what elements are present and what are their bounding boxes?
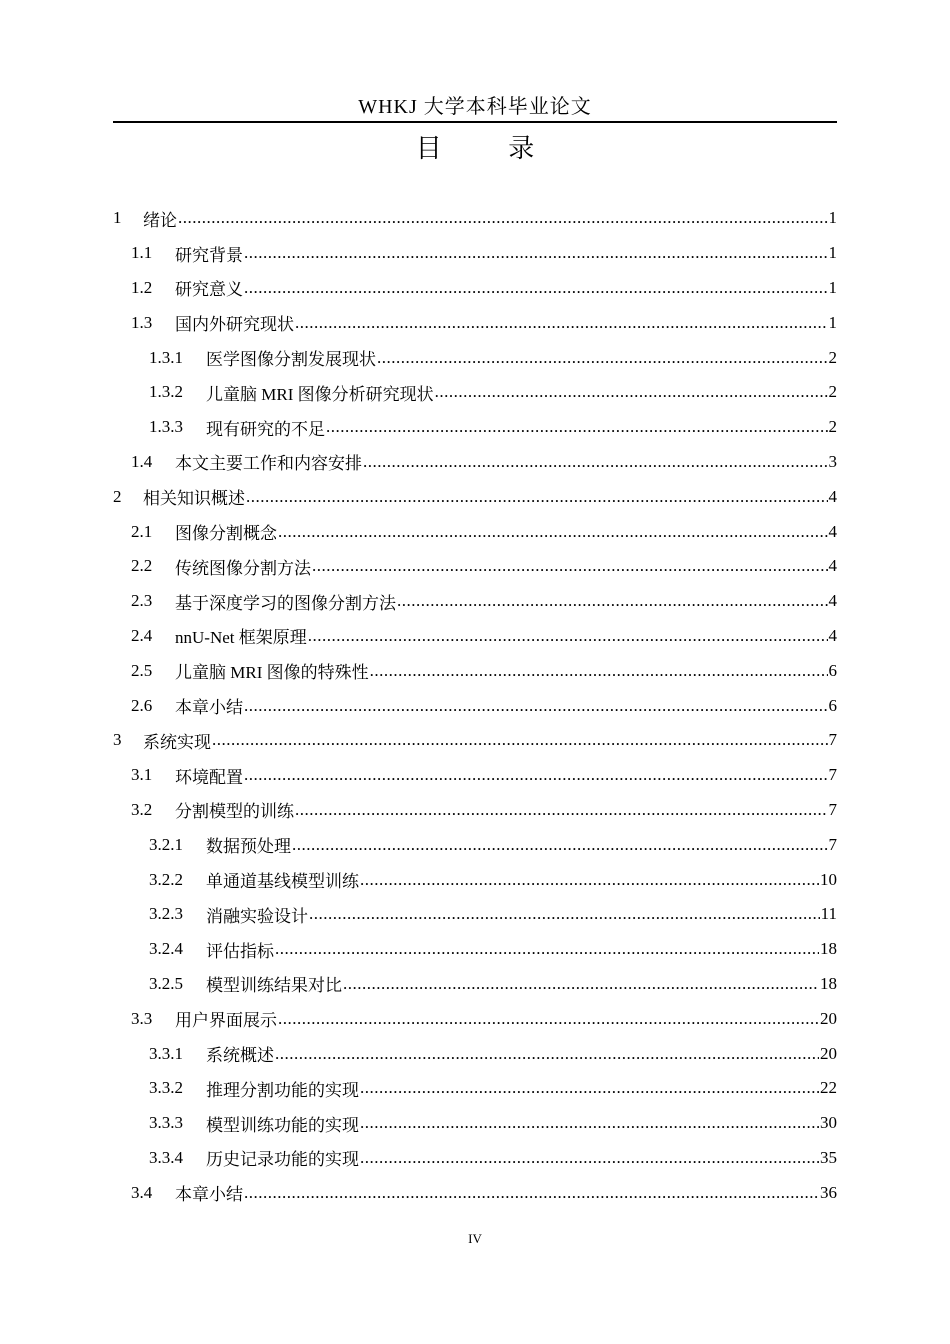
toc-entry-page: 7	[828, 765, 837, 785]
dot-leader	[312, 556, 828, 576]
toc-entry-page: 7	[828, 730, 837, 750]
toc-entry-label: 消融实验设计	[206, 906, 308, 926]
toc-entry-page: 7	[828, 799, 837, 819]
toc-entry[interactable]	[113, 514, 837, 549]
toc-entry-page: 4	[828, 625, 837, 645]
toc-entry-number: 2.4	[131, 625, 153, 645]
toc-entry-number: 1.3.1	[149, 347, 183, 367]
toc-entry-number: 3.2.5	[149, 973, 183, 993]
toc-entry-label: nnU-Net 框架原理	[175, 628, 307, 648]
dot-leader	[244, 278, 828, 298]
dot-leader	[435, 382, 828, 402]
toc-entry-page: 10	[820, 869, 837, 889]
toc-entry-page: 22	[820, 1078, 837, 1098]
toc-entry-label: 医学图像分割发展现状	[206, 350, 376, 370]
dot-leader	[212, 730, 828, 750]
toc-entry-label: 历史记录功能的实现	[206, 1150, 359, 1170]
toc-entry-label: 用户界面展示	[175, 1011, 277, 1031]
toc-entry[interactable]	[113, 1036, 837, 1071]
toc-entry-number: 1.3.2	[149, 382, 183, 402]
toc-entry[interactable]	[113, 340, 837, 375]
toc-entry-label: 国内外研究现状	[175, 315, 294, 335]
toc-entry-page: 2	[828, 382, 837, 402]
toc-entry-label: 研究意义	[175, 280, 243, 300]
toc-entry-number: 3.2	[131, 799, 153, 819]
toc-entry-number: 3.2.3	[149, 904, 183, 924]
toc-entry-label: 绪论	[143, 210, 177, 230]
dot-leader	[292, 835, 828, 855]
toc-entry-page: 2	[828, 347, 837, 367]
dot-leader	[360, 1113, 819, 1133]
toc-entry-label: 现有研究的不足	[206, 419, 325, 439]
toc-entry-number: 2.5	[131, 660, 153, 680]
toc-entry[interactable]	[113, 827, 837, 862]
toc-entry[interactable]	[113, 932, 837, 967]
toc-entry[interactable]	[113, 793, 837, 828]
toc-entry-page: 30	[820, 1113, 837, 1133]
toc-entry-number: 3.1	[131, 765, 153, 785]
toc-entry-number: 1.3.3	[149, 417, 183, 437]
dot-leader	[246, 487, 828, 507]
toc-entry-number: 3.2.4	[149, 939, 183, 959]
dot-leader	[360, 1148, 819, 1168]
toc-entry-number: 3.3	[131, 1008, 153, 1028]
dot-leader	[363, 452, 828, 472]
toc-entry[interactable]	[113, 201, 837, 236]
toc-entry[interactable]	[113, 862, 837, 897]
toc-entry[interactable]	[113, 653, 837, 688]
page-number: IV	[468, 1231, 482, 1246]
toc-entry[interactable]	[113, 758, 837, 793]
dot-leader	[244, 1183, 819, 1203]
toc-entry-label: 本文主要工作和内容安排	[175, 454, 362, 474]
toc-entry-page: 1	[828, 312, 837, 332]
toc-entry-page: 1	[828, 243, 837, 263]
toc-entry[interactable]	[113, 897, 837, 932]
toc-entry-label: 单通道基线模型训练	[206, 872, 359, 892]
toc-entry[interactable]	[113, 1141, 837, 1176]
toc-entry-page: 36	[820, 1182, 837, 1202]
toc-entry-page: 1	[828, 277, 837, 297]
dot-leader	[275, 1044, 819, 1064]
toc-entry[interactable]	[113, 1175, 837, 1210]
toc-entry-label: 模型训练结果对比	[206, 976, 342, 996]
toc-entry-number: 3.4	[131, 1182, 153, 1202]
toc-entry-page: 18	[820, 973, 837, 993]
toc-entry-number: 2.6	[131, 695, 153, 715]
toc-entry[interactable]	[113, 410, 837, 445]
toc-entry-label: 图像分割概念	[175, 524, 277, 544]
toc-entry-number: 1.3	[131, 312, 153, 332]
toc-entry-number: 3.2.1	[149, 834, 183, 854]
toc-entry-page: 1	[828, 208, 837, 228]
header-rule	[113, 121, 837, 123]
toc-entry-page: 35	[820, 1147, 837, 1167]
toc-entry-number: 3.3.4	[149, 1147, 183, 1167]
toc-entry-label: 模型训练功能的实现	[206, 1115, 359, 1135]
toc-entry-number: 1	[113, 208, 122, 228]
toc-entry-page: 3	[828, 451, 837, 471]
toc-entry-number: 2.1	[131, 521, 153, 541]
toc-entry-page: 4	[828, 486, 837, 506]
toc-entry[interactable]	[113, 723, 837, 758]
dot-leader	[343, 974, 819, 994]
dot-leader	[370, 661, 828, 681]
running-header: WHKJ 大学本科毕业论文	[358, 96, 592, 118]
dot-leader	[360, 1078, 819, 1098]
toc-entry-number: 2.3	[131, 591, 153, 611]
dot-leader	[397, 591, 828, 611]
toc-entry[interactable]	[113, 688, 837, 723]
toc-entry-page: 6	[828, 660, 837, 680]
toc-entry-page: 18	[820, 939, 837, 959]
toc-entry[interactable]	[113, 375, 837, 410]
toc-entry[interactable]	[113, 967, 837, 1002]
dot-leader	[360, 870, 819, 890]
table-of-contents	[113, 201, 837, 1210]
toc-title: 目 录	[415, 134, 565, 163]
toc-entry-label: 环境配置	[175, 767, 243, 787]
dot-leader	[278, 1009, 819, 1029]
toc-entry-page: 20	[820, 1043, 837, 1063]
toc-entry-label: 本章小结	[175, 1185, 243, 1205]
toc-entry-label: 研究背景	[175, 245, 243, 265]
toc-entry[interactable]	[113, 584, 837, 619]
dot-leader	[377, 348, 828, 368]
toc-entry-number: 2.2	[131, 556, 153, 576]
toc-entry-page: 11	[820, 904, 837, 924]
dot-leader	[326, 417, 828, 437]
toc-entry-label: 儿童脑 MRI 图像的特殊性	[175, 663, 369, 683]
toc-entry[interactable]	[113, 305, 837, 340]
toc-entry-label: 本章小结	[175, 698, 243, 718]
toc-entry[interactable]	[113, 271, 837, 306]
toc-entry-page: 4	[828, 591, 837, 611]
toc-entry-number: 3.3.2	[149, 1078, 183, 1098]
toc-entry-number: 3.3.1	[149, 1043, 183, 1063]
toc-entry-number: 1.2	[131, 277, 153, 297]
toc-entry-number: 2	[113, 486, 122, 506]
toc-entry-label: 系统实现	[143, 732, 211, 752]
toc-entry-label: 儿童脑 MRI 图像分析研究现状	[206, 384, 434, 404]
dot-leader	[244, 765, 828, 785]
toc-entry-number: 3.3.3	[149, 1113, 183, 1133]
dot-leader	[309, 904, 820, 924]
toc-entry[interactable]	[113, 479, 837, 514]
toc-entry-page: 6	[828, 695, 837, 715]
toc-entry-number: 1.4	[131, 451, 153, 471]
toc-entry-page: 4	[828, 521, 837, 541]
toc-entry-label: 评估指标	[206, 941, 274, 961]
toc-entry[interactable]	[113, 445, 837, 480]
toc-entry[interactable]	[113, 1001, 837, 1036]
dot-leader	[278, 522, 828, 542]
toc-entry-label: 基于深度学习的图像分割方法	[175, 593, 396, 613]
toc-entry-page: 2	[828, 417, 837, 437]
toc-entry-number: 3	[113, 730, 122, 750]
toc-entry-page: 4	[828, 556, 837, 576]
toc-entry-label: 分割模型的训练	[175, 802, 294, 822]
toc-entry[interactable]	[113, 549, 837, 584]
toc-entry[interactable]	[113, 1106, 837, 1141]
toc-entry-page: 7	[828, 834, 837, 854]
dot-leader	[295, 800, 828, 820]
dot-leader	[275, 939, 819, 959]
dot-leader	[244, 696, 828, 716]
dot-leader	[308, 626, 828, 646]
dot-leader	[295, 313, 828, 333]
toc-entry-label: 系统概述	[206, 1046, 274, 1066]
toc-entry[interactable]	[113, 1071, 837, 1106]
toc-entry-number: 1.1	[131, 243, 153, 263]
toc-entry[interactable]	[113, 619, 837, 654]
dot-leader	[178, 208, 828, 228]
toc-entry-label: 传统图像分割方法	[175, 558, 311, 578]
toc-entry-label: 数据预处理	[206, 837, 291, 857]
dot-leader	[244, 243, 828, 263]
toc-entry-number: 3.2.2	[149, 869, 183, 889]
toc-entry[interactable]	[113, 236, 837, 271]
toc-entry-page: 20	[820, 1008, 837, 1028]
toc-entry-label: 推理分割功能的实现	[206, 1080, 359, 1100]
toc-entry-label: 相关知识概述	[143, 489, 245, 509]
